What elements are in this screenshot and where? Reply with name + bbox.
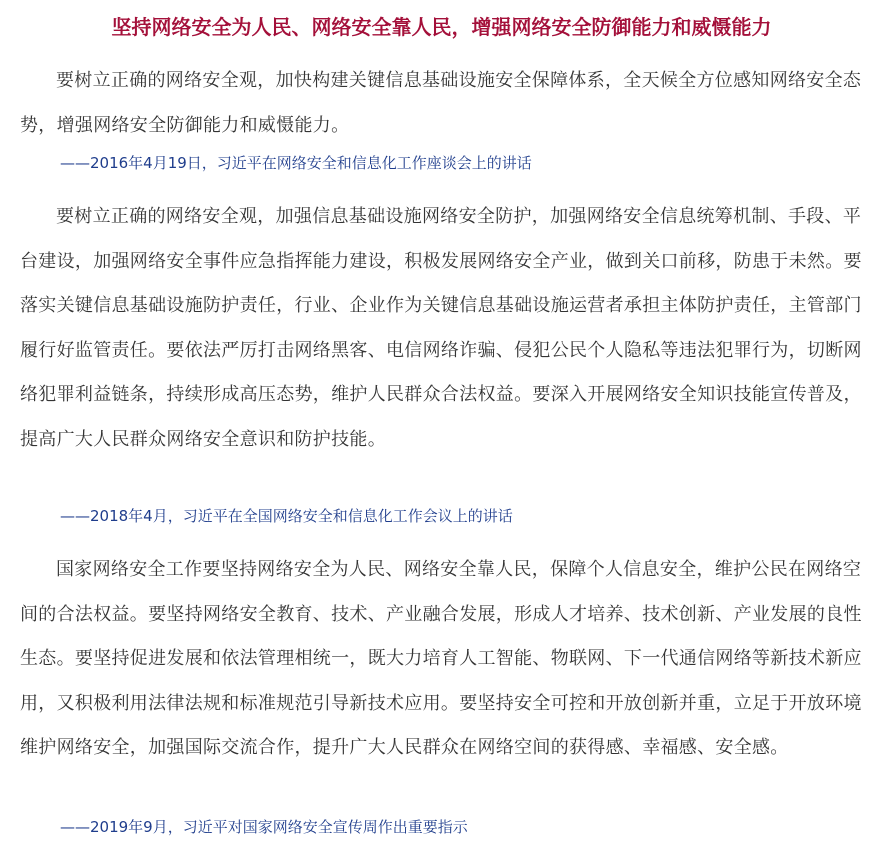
quote-source-1: ——2016年4月19日，习近平在网络安全和信息化工作座谈会上的讲话 xyxy=(60,154,532,172)
quote-paragraph-3: 国家网络安全工作要坚持网络安全为人民、网络安全靠人民，保障个人信息安全，维护公民在网络空间的合法权益。要坚持网络安全教育、技术、产业融合发展，形成人才培养、技术创新、产业发展的良性生态。要坚持促进发展和依法管理相统一，既大力培育人工智能、物联网、下一代通信网络等新技术新应用，又积极利用法律法规和标准规范引导新技术应用。要坚持安全可控和开放创新并重，立足于开放环境维护网络安全，加强国际交流合作，提升广大人民群众在网络空间的获得感、幸福感、安全感。 xyxy=(20,559,862,758)
quote-source-3: ——2019年9月，习近平对国家网络安全宣传周作出重要指示 xyxy=(60,818,468,836)
quote-source-2: ——2018年4月，习近平在全国网络安全和信息化工作会议上的讲话 xyxy=(60,507,513,525)
quote-paragraph-2: 要树立正确的网络安全观，加强信息基础设施网络安全防护，加强网络安全信息统筹机制、手段、平台建设，加强网络安全事件应急指挥能力建设，积极发展网络安全产业，做到关口前移，防患于未然。要落实关键信息基础设施防护责任，行业、企业作为关键信息基础设施运营者承担主体防护责任，主管部门履行好监管责任。要依法严厉打击网络黑客、电信网络诈骗、侵犯公民个人隐私等违法犯罪行为，切断网络犯罪利益链条，持续形成高压态势，维护人民群众合法权益。要深入开展网络安全知识技能宣传普及，提高广大人民群众网络安全意识和防护技能。 xyxy=(20,206,862,450)
article-title: 坚持网络安全为人民、网络安全靠人民，增强网络安全防御能力和威慑能力 xyxy=(111,15,772,39)
quote-paragraph-1: 要树立正确的网络安全观，加快构建关键信息基础设施安全保障体系，全天候全方位感知网络安全态势，增强网络安全防御能力和威慑能力。 xyxy=(20,70,862,136)
